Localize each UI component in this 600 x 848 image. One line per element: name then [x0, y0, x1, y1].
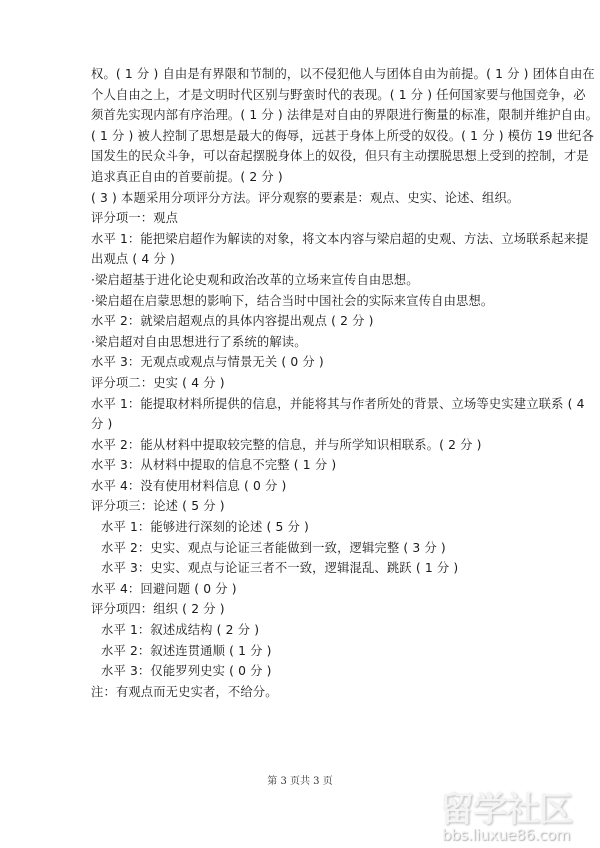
text-line: ·梁启超在启蒙思想的影响下，结合当时中国社会的实际来宣传自由思想。 — [91, 293, 494, 308]
text-line: 水平 1：能把梁启超作为解读的对象，将文本内容与梁启超的史观、方法、立场联系起来提 — [91, 231, 589, 246]
text-line: 国发生的民众斗争，可以奋起摆脱身体上的奴役，但只有主动摆脱思想上受到的控制，才是 — [91, 149, 589, 164]
text-line: 水平 3：仅能罗列史实 ( 0 分 ) — [101, 664, 272, 679]
text-line: 水平 2：叙述连贯通顺 ( 1 分 ) — [101, 643, 272, 658]
text-line: 评分项四：组织 ( 2 分 ) — [91, 602, 225, 617]
page-footer — [0, 772, 600, 787]
document-body — [91, 64, 599, 702]
text-line: 权。( 1 分 ) 自由是有界限和节制的，以不侵犯他人与团体自由为前提。( 1 分 ) 团体自由在 — [91, 67, 595, 81]
site-watermark — [440, 792, 598, 848]
text-line: ·梁启超基于进化论史观和政治改革的立场来宣传自由思想。 — [91, 272, 419, 287]
text-line: 水平 2：能从材料中提取较完整的信息，并与所学知识相联系。( 2 分 ) — [91, 437, 482, 452]
text-line: 个人自由之上，才是文明时代区别与野蛮时代的表现。( 1 分 ) 任何国家要与他国竞争，必 — [91, 87, 586, 102]
text-line: 分 ) — [91, 417, 113, 432]
watermark-url: bbs.liuxue86.com — [442, 826, 571, 844]
text-line: 评分项一：观点 — [91, 211, 179, 226]
text-line: 水平 3：史实、观点与论证三者不一致，逻辑混乱、跳跃 ( 1 分 ) — [101, 561, 459, 576]
text-line: 出观点 ( 4 分 ) — [91, 252, 175, 267]
text-line: 注：有观点而无史实者，不给分。 — [91, 684, 278, 699]
text-line: 评分项三：论述 ( 5 分 ) — [91, 499, 225, 514]
text-line: 须首先实现内部有序治理。( 1 分 ) 法律是对自由的界限进行衡量的标准，限制并维护自由。 — [91, 108, 599, 123]
text-line: 水平 4：没有使用材料信息 ( 0 分 ) — [91, 478, 287, 493]
text-line: 水平 1：能提取材料所提供的信息，并能将其与作者所处的背景、立场等史实建立联系 ( 4 — [91, 396, 585, 411]
text-line: 水平 3：无观点或观点与情景无关 ( 0 分 ) — [91, 355, 324, 370]
text-line: ( 3 ) 本题采用分项评分方法。评分观察的要素是：观点、史实、论述、组织。 — [91, 190, 520, 205]
text-line: 水平 2：史实、观点与论证三者能做到一致，逻辑完整 ( 3 分 ) — [101, 540, 446, 555]
text-line: 水平 4：回避问题 ( 0 分 ) — [91, 581, 237, 596]
text-line: 追求真正自由的首要前提。( 2 分 ) — [91, 169, 283, 184]
text-line: 水平 2：就梁启超观点的具体内容提出观点 ( 2 分 ) — [91, 314, 374, 329]
text-line: ·梁启超对自由思想进行了系统的解读。 — [91, 334, 307, 349]
text-line: 水平 1：能够进行深刻的论述 ( 5 分 ) — [101, 520, 309, 535]
text-line: 水平 1：叙述成结构 ( 2 分 ) — [101, 623, 260, 638]
watermark-title: 留学社区 — [440, 790, 572, 830]
text-line: 水平 3：从材料中提取的信息不完整 ( 1 分 ) — [91, 458, 337, 473]
text-line: 评分项二：史实 ( 4 分 ) — [91, 375, 225, 390]
text-line: ( 1 分 ) 被人控制了思想是最大的侮辱，远甚于身体上所受的奴役。( 1 分 ) 模仿 19 世纪各 — [91, 128, 595, 143]
page-number: 第 3 页共 3 页 — [267, 776, 333, 787]
